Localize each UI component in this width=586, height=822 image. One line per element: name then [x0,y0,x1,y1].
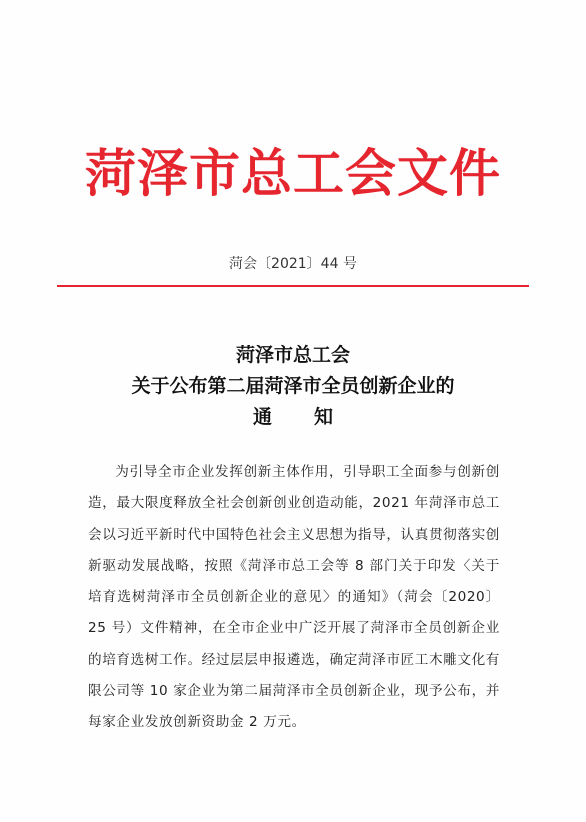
body-paragraph: 为引导全市企业发挥创新主体作用，引导职工全面参与创新创造，最大限度释放全社会创新创业创造动能，2021 年菏泽市总工会以习近平新时代中国特色社会主义思想为指导，认真贯彻落实创新驱动发展战略，按照《菏泽市总工会等 8 部门关于印发〈关于培育选树菏泽市全员创新企业的意见〉的通知》（菏会〔2020〕25 号）文件精神，在全市企业中广泛开展了菏泽市全员创新企业的培育选树工作。经过层层申报遴选，确定菏泽市匠工木雕文化有限公司等 10 家企业为第二届菏泽市全员创新企业，现予公布，并每家企业发放创新资助金 2 万元。 [88,464,500,731]
notice-title [0,340,586,433]
title-line-issuer: 菏泽市总工会 [235,344,350,366]
red-divider-line [57,285,529,287]
masthead-title: 菏泽市总工会文件 [84,145,501,204]
title-line-subject: 关于公布第二届菏泽市全员创新企业的 [131,375,455,397]
title-line-notice: 通知 [252,406,375,428]
document-number: 菏会〔2021〕44 号 [229,256,357,272]
